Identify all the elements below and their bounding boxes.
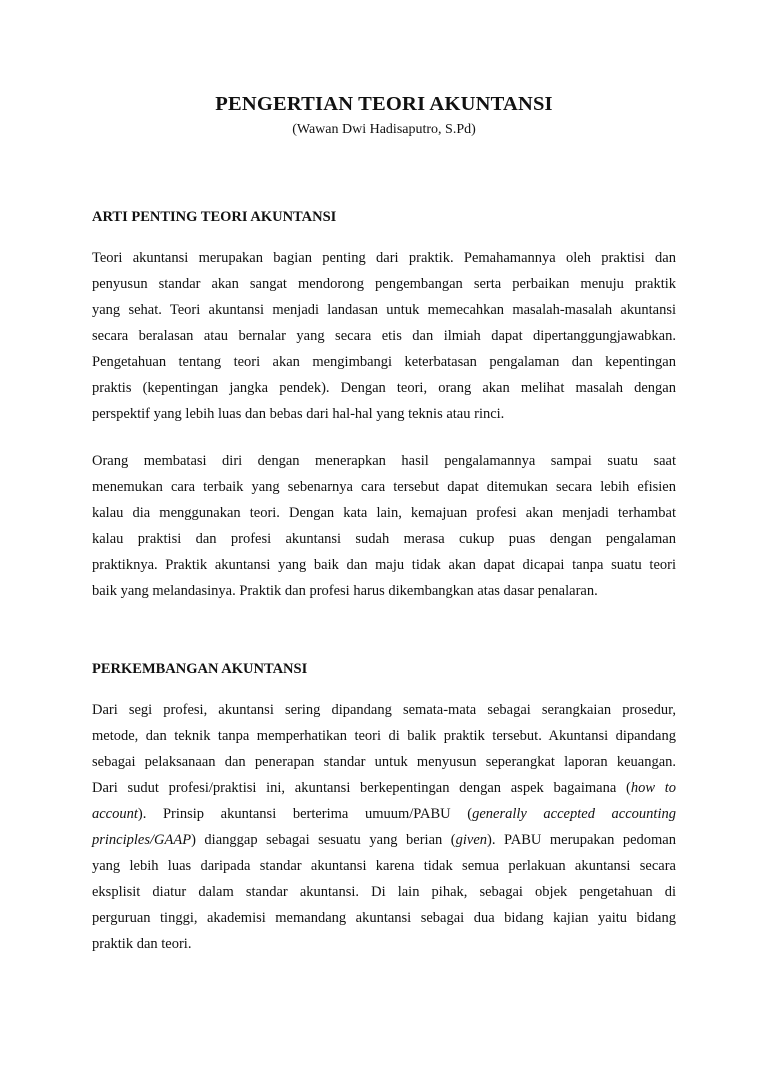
italic-term: given — [455, 832, 488, 848]
italic-term: how to — [630, 780, 676, 796]
paragraph-line: yang sehat. Teori akuntansi menjadi landasan untuk memecahkan masalah-masalah akuntansi — [92, 302, 676, 318]
paragraph-line: praktik dan teori. — [92, 936, 192, 952]
italic-term: principles/GAAP — [92, 832, 192, 848]
paragraph-line: sebagai pelaksanaan dan penerapan standar untuk menyusun seperangkat laporan keuangan. — [92, 754, 676, 770]
text-run: ) dianggap sebagai sesuatu yang berian ( — [191, 832, 456, 848]
italic-term: generally accepted accounting — [472, 806, 676, 822]
paragraph-line: Orang membatasi diri dengan menerapkan hasil pengalamannya sampai suatu saat — [92, 453, 676, 469]
paragraph-line: Teori akuntansi merupakan bagian penting dari praktik. Pemahamannya oleh praktisi dan — [92, 250, 676, 266]
paragraph-line: perspektif yang lebih luas dan bebas dari hal-hal yang teknis atau rinci. — [92, 406, 505, 422]
paragraph-1 — [92, 245, 676, 427]
text-run: ). PABU merupakan pedoman — [487, 832, 676, 848]
text-run: ). Prinsip akuntansi berterima umuum/PABU ( — [137, 806, 473, 822]
paragraph-line: menemukan cara terbaik yang sebenarnya cara tersebut dapat ditemukan secara lebih efisien — [92, 479, 676, 495]
italic-term: account — [92, 806, 138, 822]
paragraph-line: eksplisit diatur dalam standar akuntansi. Di lain pihak, sebagai objek pengetahuan di — [92, 884, 676, 900]
paragraph-line-mixed — [92, 775, 676, 801]
document-title: PENGERTIAN TEORI AKUNTANSI — [215, 93, 553, 115]
paragraph-line-mixed — [92, 801, 676, 827]
section-heading-perkembangan: PERKEMBANGAN AKUNTANSI — [92, 661, 308, 677]
paragraph-line: baik yang melandasinya. Praktik dan profesi harus dikembangkan atas dasar penalaran. — [92, 583, 598, 599]
paragraph-line: secara beralasan atau bernalar yang secara etis dan ilmiah dapat dipertanggungjawabkan. — [92, 328, 676, 344]
paragraph-2 — [92, 448, 676, 604]
document-author: (Wawan Dwi Hadisaputro, S.Pd) — [292, 122, 476, 137]
paragraph-line: kalau dia menggunakan teori. Dengan kata lain, kemajuan profesi akan menjadi terhambat — [92, 505, 676, 521]
paragraph-line: praktiknya. Praktik akuntansi yang baik dan maju tidak akan dapat dicapai tanpa suatu teori — [92, 557, 676, 573]
paragraph-line: kalau praktisi dan profesi akuntansi sudah merasa cukup puas dengan pengalaman — [92, 531, 676, 547]
paragraph-line: penyusun standar akan sangat mendorong pengembangan serta perbaikan menuju praktik — [92, 276, 676, 292]
paragraph-line-mixed — [92, 827, 676, 853]
paragraph-line: Dari segi profesi, akuntansi sering dipandang semata-mata sebagai serangkaian prosedur, — [92, 702, 676, 718]
paragraph-3 — [92, 697, 676, 957]
section-heading-arti-penting: ARTI PENTING TEORI AKUNTANSI — [92, 209, 337, 225]
paragraph-line: Pengetahuan tentang teori akan mengimbangi keterbatasan pengalaman dan kepentingan — [92, 354, 676, 370]
paragraph-line: metode, dan teknik tanpa memperhatikan teori di balik praktik tersebut. Akuntansi dipandang — [92, 728, 676, 744]
paragraph-line: yang lebih luas daripada standar akuntansi karena tidak semua perlakuan akuntansi secara — [92, 858, 676, 874]
paragraph-line: perguruan tinggi, akademisi memandang akuntansi sebagai dua bidang kajian yaitu bidang — [92, 910, 676, 926]
paragraph-line: praktis (kepentingan jangka pendek). Dengan teori, orang akan melihat masalah dengan — [92, 380, 676, 396]
text-run: Dari sudut profesi/praktisi ini, akuntansi berkepentingan dengan aspek bagaimana ( — [92, 780, 631, 796]
